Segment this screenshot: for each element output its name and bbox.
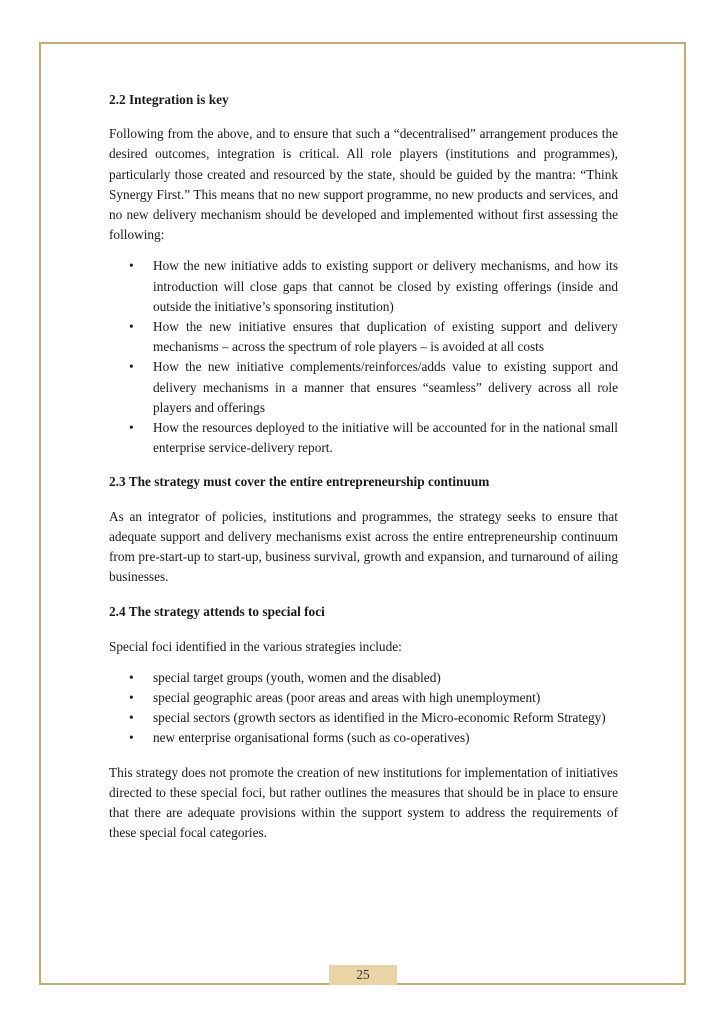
list-item: • How the new initiative adds to existing support or delivery mechanisms, and how its introduction will close gaps that cannot be closed by existing offerings (inside and outside the initiative’s sponsoring institution) [129, 258, 618, 314]
list-item: • How the new initiative ensures that duplication of existing support and delivery mechanisms – across the spectrum of role players – is avoided at all costs [129, 319, 618, 355]
bullet-icon: • [129, 669, 134, 685]
section-heading-2-3: 2.3 The strategy must cover the entire entrepreneurship continuum [109, 474, 490, 490]
bullet-icon: • [129, 258, 134, 274]
list-item: • special sectors (growth sectors as identified in the Micro-economic Reform Strategy) [109, 708, 618, 728]
page-number: 25 [329, 965, 397, 985]
section-heading-2-2: 2.2 Integration is key [109, 92, 229, 107]
bullet-icon: • [129, 690, 134, 706]
section-2-2-bullet-list [109, 256, 618, 458]
bullet-icon: • [129, 730, 134, 746]
document-body [109, 90, 618, 859]
list-item: • How the resources deployed to the initiative will be accounted for in the national small enterprise service-delivery report. [129, 420, 618, 456]
list-item: • How the new initiative complements/reinforces/adds value to existing support and delivery mechanisms in a manner that ensures “seamless” delivery across all role players and offerings [129, 359, 618, 415]
section-2-3-body: As an integrator of policies, institutions and programmes, the strategy seeks to ensure that adequate support and delivery mechanisms exist across the entire entrepreneurship continuum from pre-start-up to start-up, business survival, growth and expansion, and turnaround of ailing businesses. [109, 508, 618, 585]
section-2-2-intro: Following from the above, and to ensure that such a “decentralised” arrangement produces the desired outcomes, integration is critical. All role players (institutions and programmes), particularly those created and resourced by the state, should be guided by the mantra: “Think Synergy First.” This means that no new support programme, no new products and services, and no new delivery mechanism should be developed and implemented without first assessing the following: [109, 126, 618, 243]
list-item: • special target groups (youth, women and the disabled) [109, 668, 618, 688]
section-2-4-bullet-list [109, 668, 618, 749]
list-item: • special geographic areas (poor areas and areas with high unemployment) [109, 688, 618, 708]
section-heading-2-4: 2.4 The strategy attends to special foci [109, 604, 325, 620]
bullet-icon: • [129, 420, 134, 436]
section-2-4-closing: This strategy does not promote the creation of new institutions for implementation of initiatives directed to these special foci, but rather outlines the measures that should be in place to ensure that there are adequate provisions within the support system to address the requirements of these special focal categories. [109, 764, 618, 841]
bullet-icon: • [129, 710, 134, 726]
bullet-icon: • [129, 359, 134, 375]
bullet-icon: • [129, 319, 134, 335]
section-2-4-intro: Special foci identified in the various strategies include: [109, 638, 402, 654]
list-item: • new enterprise organisational forms (such as co-operatives) [109, 728, 618, 748]
